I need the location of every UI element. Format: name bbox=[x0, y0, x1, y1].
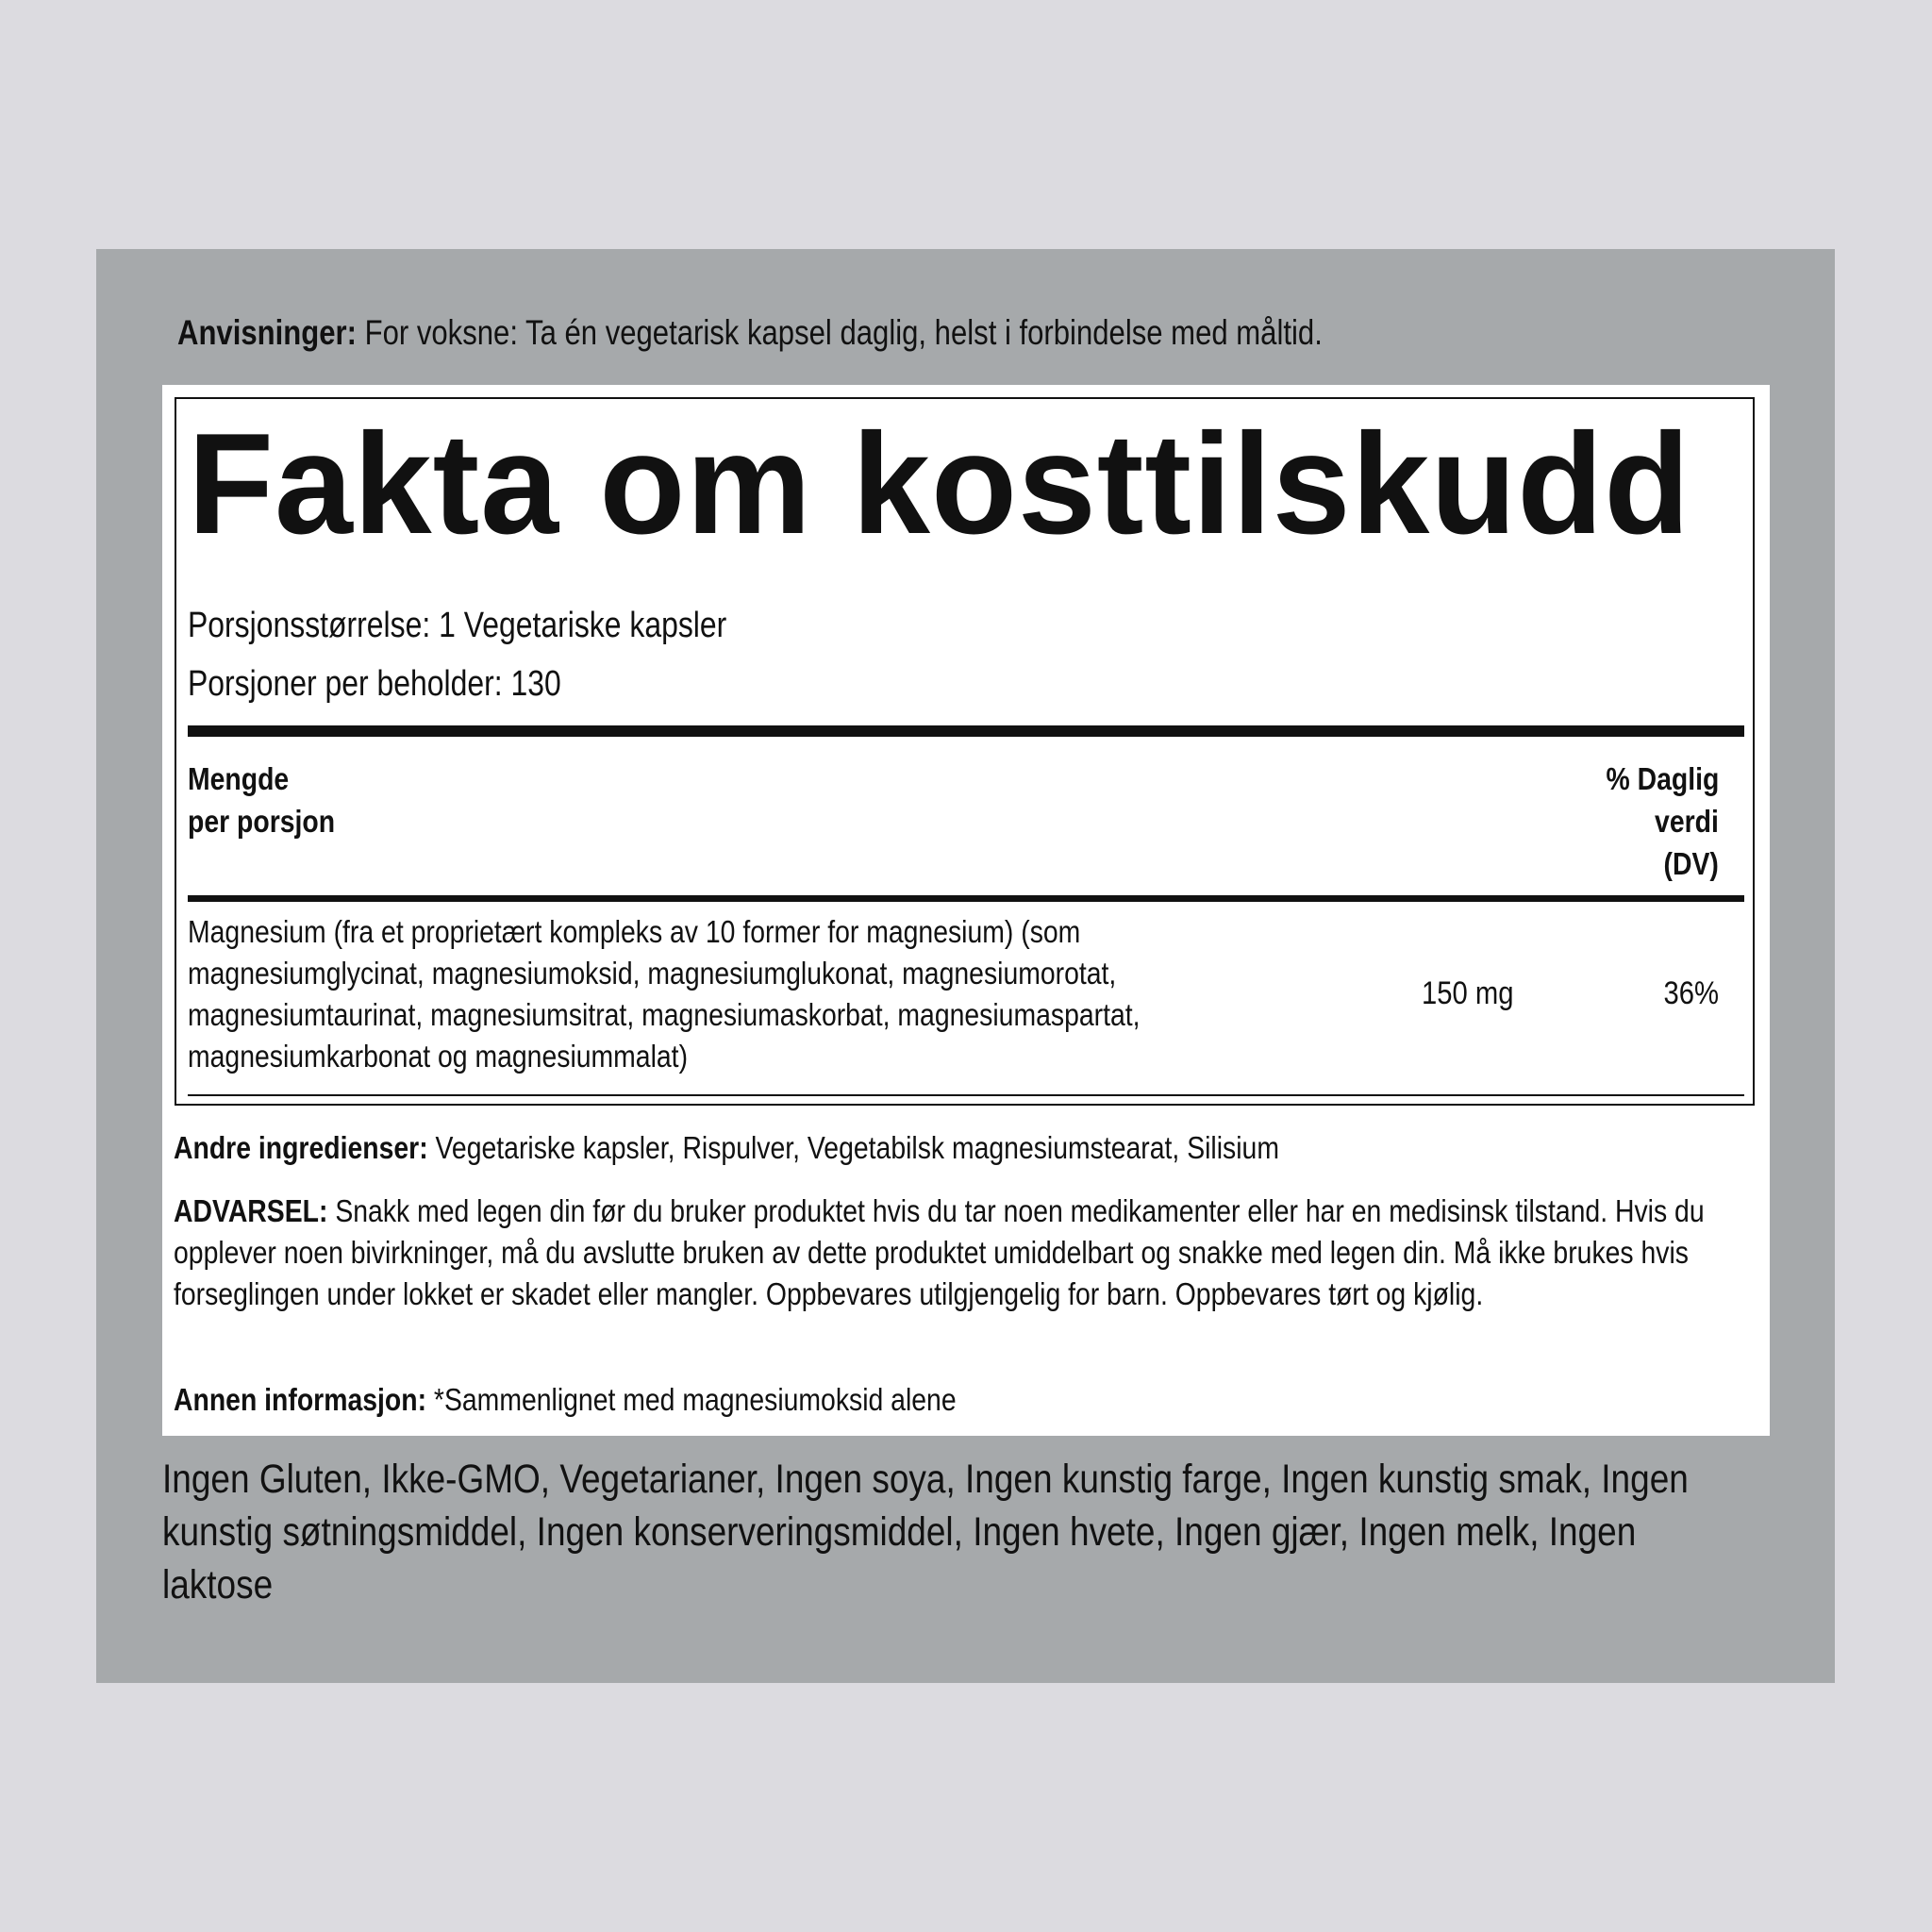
thick-rule-mid bbox=[188, 895, 1744, 902]
header-daily-value: % Daglig verdi (DV) bbox=[1606, 761, 1719, 881]
supplement-facts-box bbox=[175, 397, 1755, 1106]
other-info-text: *Sammenlignet med magnesiumoksid alene bbox=[426, 1382, 957, 1417]
thin-rule-bottom bbox=[188, 1094, 1744, 1096]
warning-label: ADVARSEL: bbox=[174, 1193, 328, 1228]
other-ingredients-text: Vegetariske kapsler, Rispulver, Vegetabilsk magnesiumstearat, Silisium bbox=[427, 1130, 1279, 1165]
servings-per-container: Porsjoner per beholder: 130 bbox=[188, 664, 561, 704]
directions-text: For voksne: Ta én vegetarisk kapsel daglig, helst i forbindelse med måltid. bbox=[356, 313, 1323, 352]
other-ingredients bbox=[174, 1127, 1758, 1169]
warning bbox=[174, 1191, 1758, 1315]
nutrient-daily-value: 36% bbox=[1663, 975, 1719, 1011]
serving-size: Porsjonsstørrelse: 1 Vegetariske kapsler bbox=[188, 606, 727, 645]
directions bbox=[177, 311, 1541, 355]
header-amount: Mengde per porsjon bbox=[188, 761, 336, 839]
other-info-label: Annen informasjon: bbox=[174, 1382, 427, 1417]
thick-rule-top bbox=[188, 725, 1744, 737]
nutrient-name: Magnesium (fra et proprietært kompleks av 10 former for magnesium) (som magnesiumglycinat, magnesiumoksid, magnesiumglukonat, magnesiumorotat, magnesiumtaurinat, magnesiumsitrat, magnesiumaskorbat, magnesiumaspartat, magnesiumkarbonat og magnesiummalat) bbox=[188, 914, 1141, 1074]
directions-label: Anvisninger: bbox=[177, 313, 357, 352]
other-ingredients-label: Andre ingredienser: bbox=[174, 1130, 428, 1165]
warning-text: Snakk med legen din før du bruker produktet hvis du tar noen medikamenter eller har en medisinsk tilstand. Hvis du opplever noen bivirkninger, må du avslutte bruken av dette produktet umiddelbart og snakke med legen din. Må ikke brukes hvis forseglingen under lokket er skadet eller mangler. Oppbevares utilgjengelig for barn. Oppbevares tørt og kjølig. bbox=[174, 1193, 1705, 1311]
other-info bbox=[174, 1379, 1758, 1421]
product-claims: Ingen Gluten, Ikke-GMO, Vegetarianer, Ingen soya, Ingen kunstig farge, Ingen kunstig smak, Ingen kunstig søtningsmiddel, Ingen konserveringsmiddel, Ingen hvete, Ingen gjær, Ingen melk, Ingen laktose bbox=[162, 1457, 1689, 1607]
facts-title: Fakta om kosttilskudd bbox=[188, 404, 1691, 564]
nutrient-amount: 150 mg bbox=[1422, 975, 1514, 1011]
